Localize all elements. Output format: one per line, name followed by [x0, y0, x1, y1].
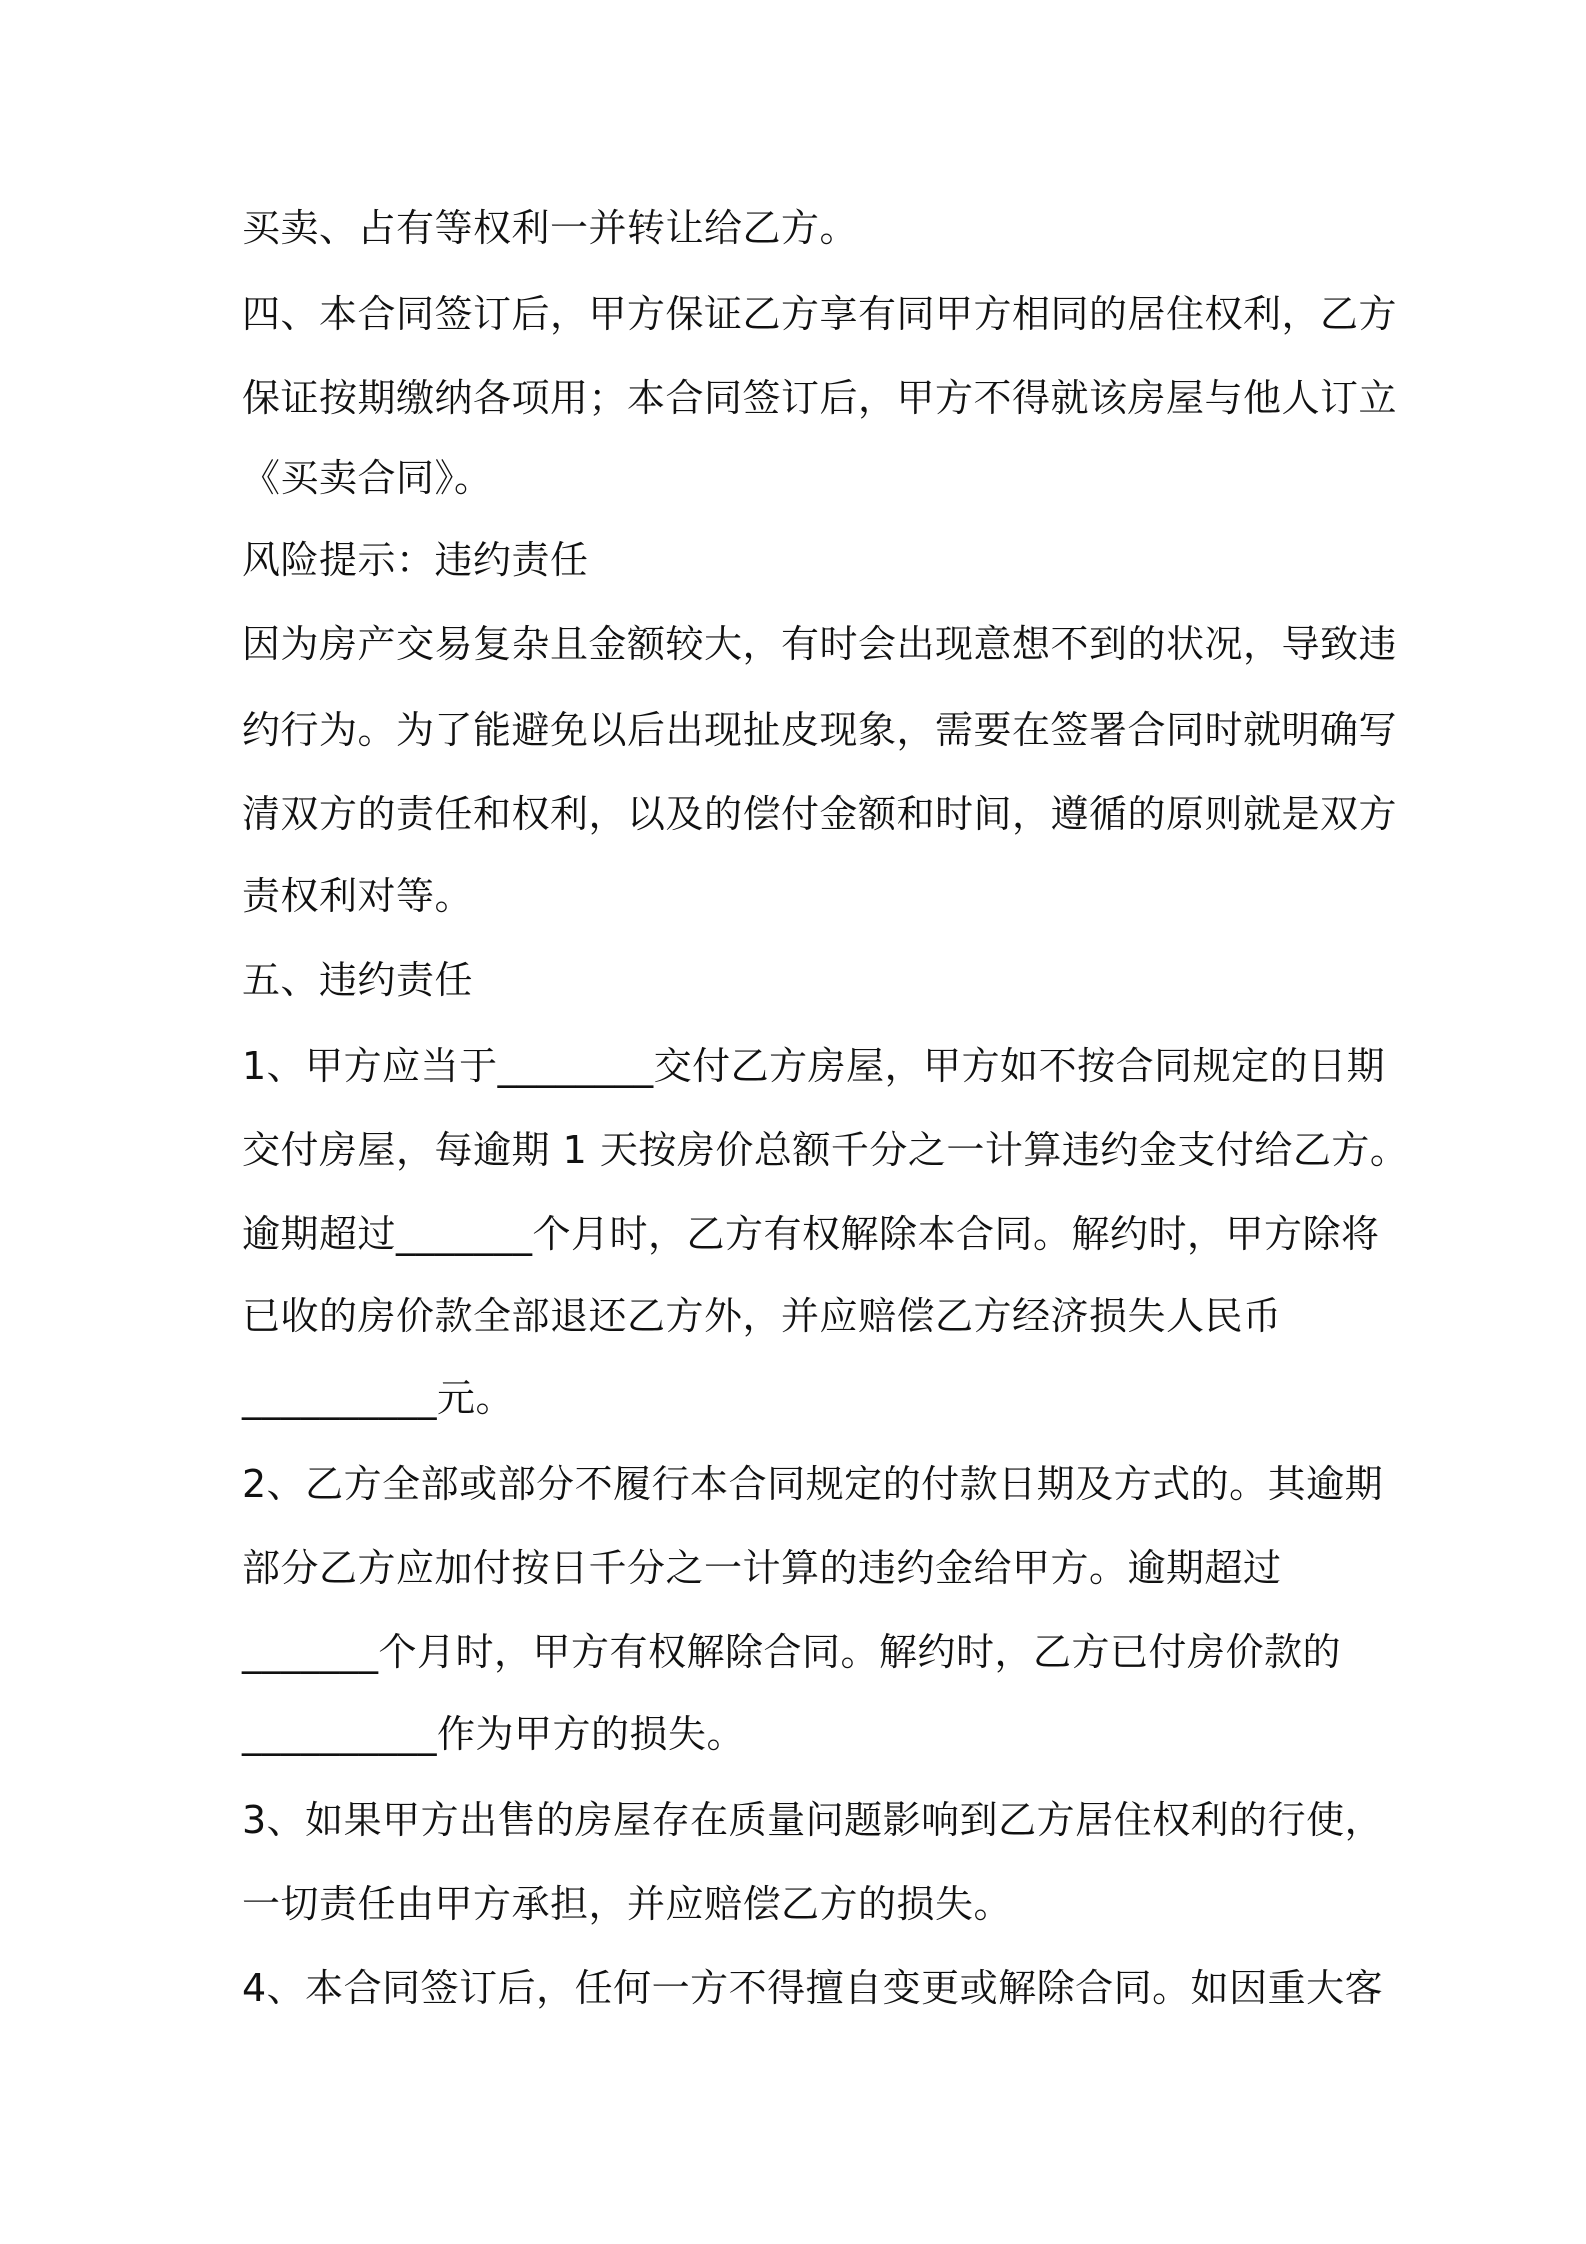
text-line: 4、本合同签订后，任何一方不得擅自变更或解除合同。如因重大客: [242, 1966, 1384, 2010]
text-line: 四、本合同签订后，甲方保证乙方享有同甲方相同的居住权利，乙方: [242, 292, 1398, 336]
text-line: 买卖、占有等权利一并转让给乙方。: [242, 206, 859, 250]
text-line: __________元。: [242, 1376, 515, 1420]
section-heading: 五、违约责任: [242, 958, 474, 1002]
text-line: 约行为。为了能避免以后出现扯皮现象，需要在签署合同时就明确写: [242, 708, 1398, 752]
text-line: 逾期超过_______个月时，乙方有权解除本合同。解约时，甲方除将: [242, 1212, 1380, 1256]
text-line: 因为房产交易复杂且金额较大，有时会出现意想不到的状况，导致违: [242, 622, 1398, 666]
section-heading: 风险提示：违约责任: [242, 538, 589, 582]
text-line: 交付房屋，每逾期 1 天按房价总额千分之一计算违约金支付给乙方。: [242, 1128, 1409, 1172]
text-line: 部分乙方应加付按日千分之一计算的违约金给甲方。逾期超过: [242, 1546, 1282, 1590]
text-line: 责权利对等。: [242, 874, 474, 918]
text-line: 清双方的责任和权利，以及的偿付金额和时间，遵循的原则就是双方: [242, 792, 1398, 836]
text-line: 保证按期缴纳各项用；本合同签订后，甲方不得就该房屋与他人订立: [242, 376, 1398, 420]
text-line: 《买卖合同》。: [242, 456, 493, 500]
text-line: 已收的房价款全部退还乙方外，并应赔偿乙方经济损失人民币: [242, 1294, 1282, 1338]
text-line: _______个月时，甲方有权解除合同。解约时，乙方已付房价款的: [242, 1630, 1342, 1674]
text-line: __________作为甲方的损失。: [242, 1712, 746, 1756]
text-line: 3、如果甲方出售的房屋存在质量问题影响到乙方居住权利的行使，: [242, 1798, 1384, 1842]
text-line: 1、甲方应当于________交付乙方房屋，甲方如不按合同规定的日期: [242, 1044, 1386, 1088]
text-line: 2、乙方全部或部分不履行本合同规定的付款日期及方式的。其逾期: [242, 1462, 1384, 1506]
text-line: 一切责任由甲方承担，并应赔偿乙方的损失。: [242, 1882, 1013, 1926]
